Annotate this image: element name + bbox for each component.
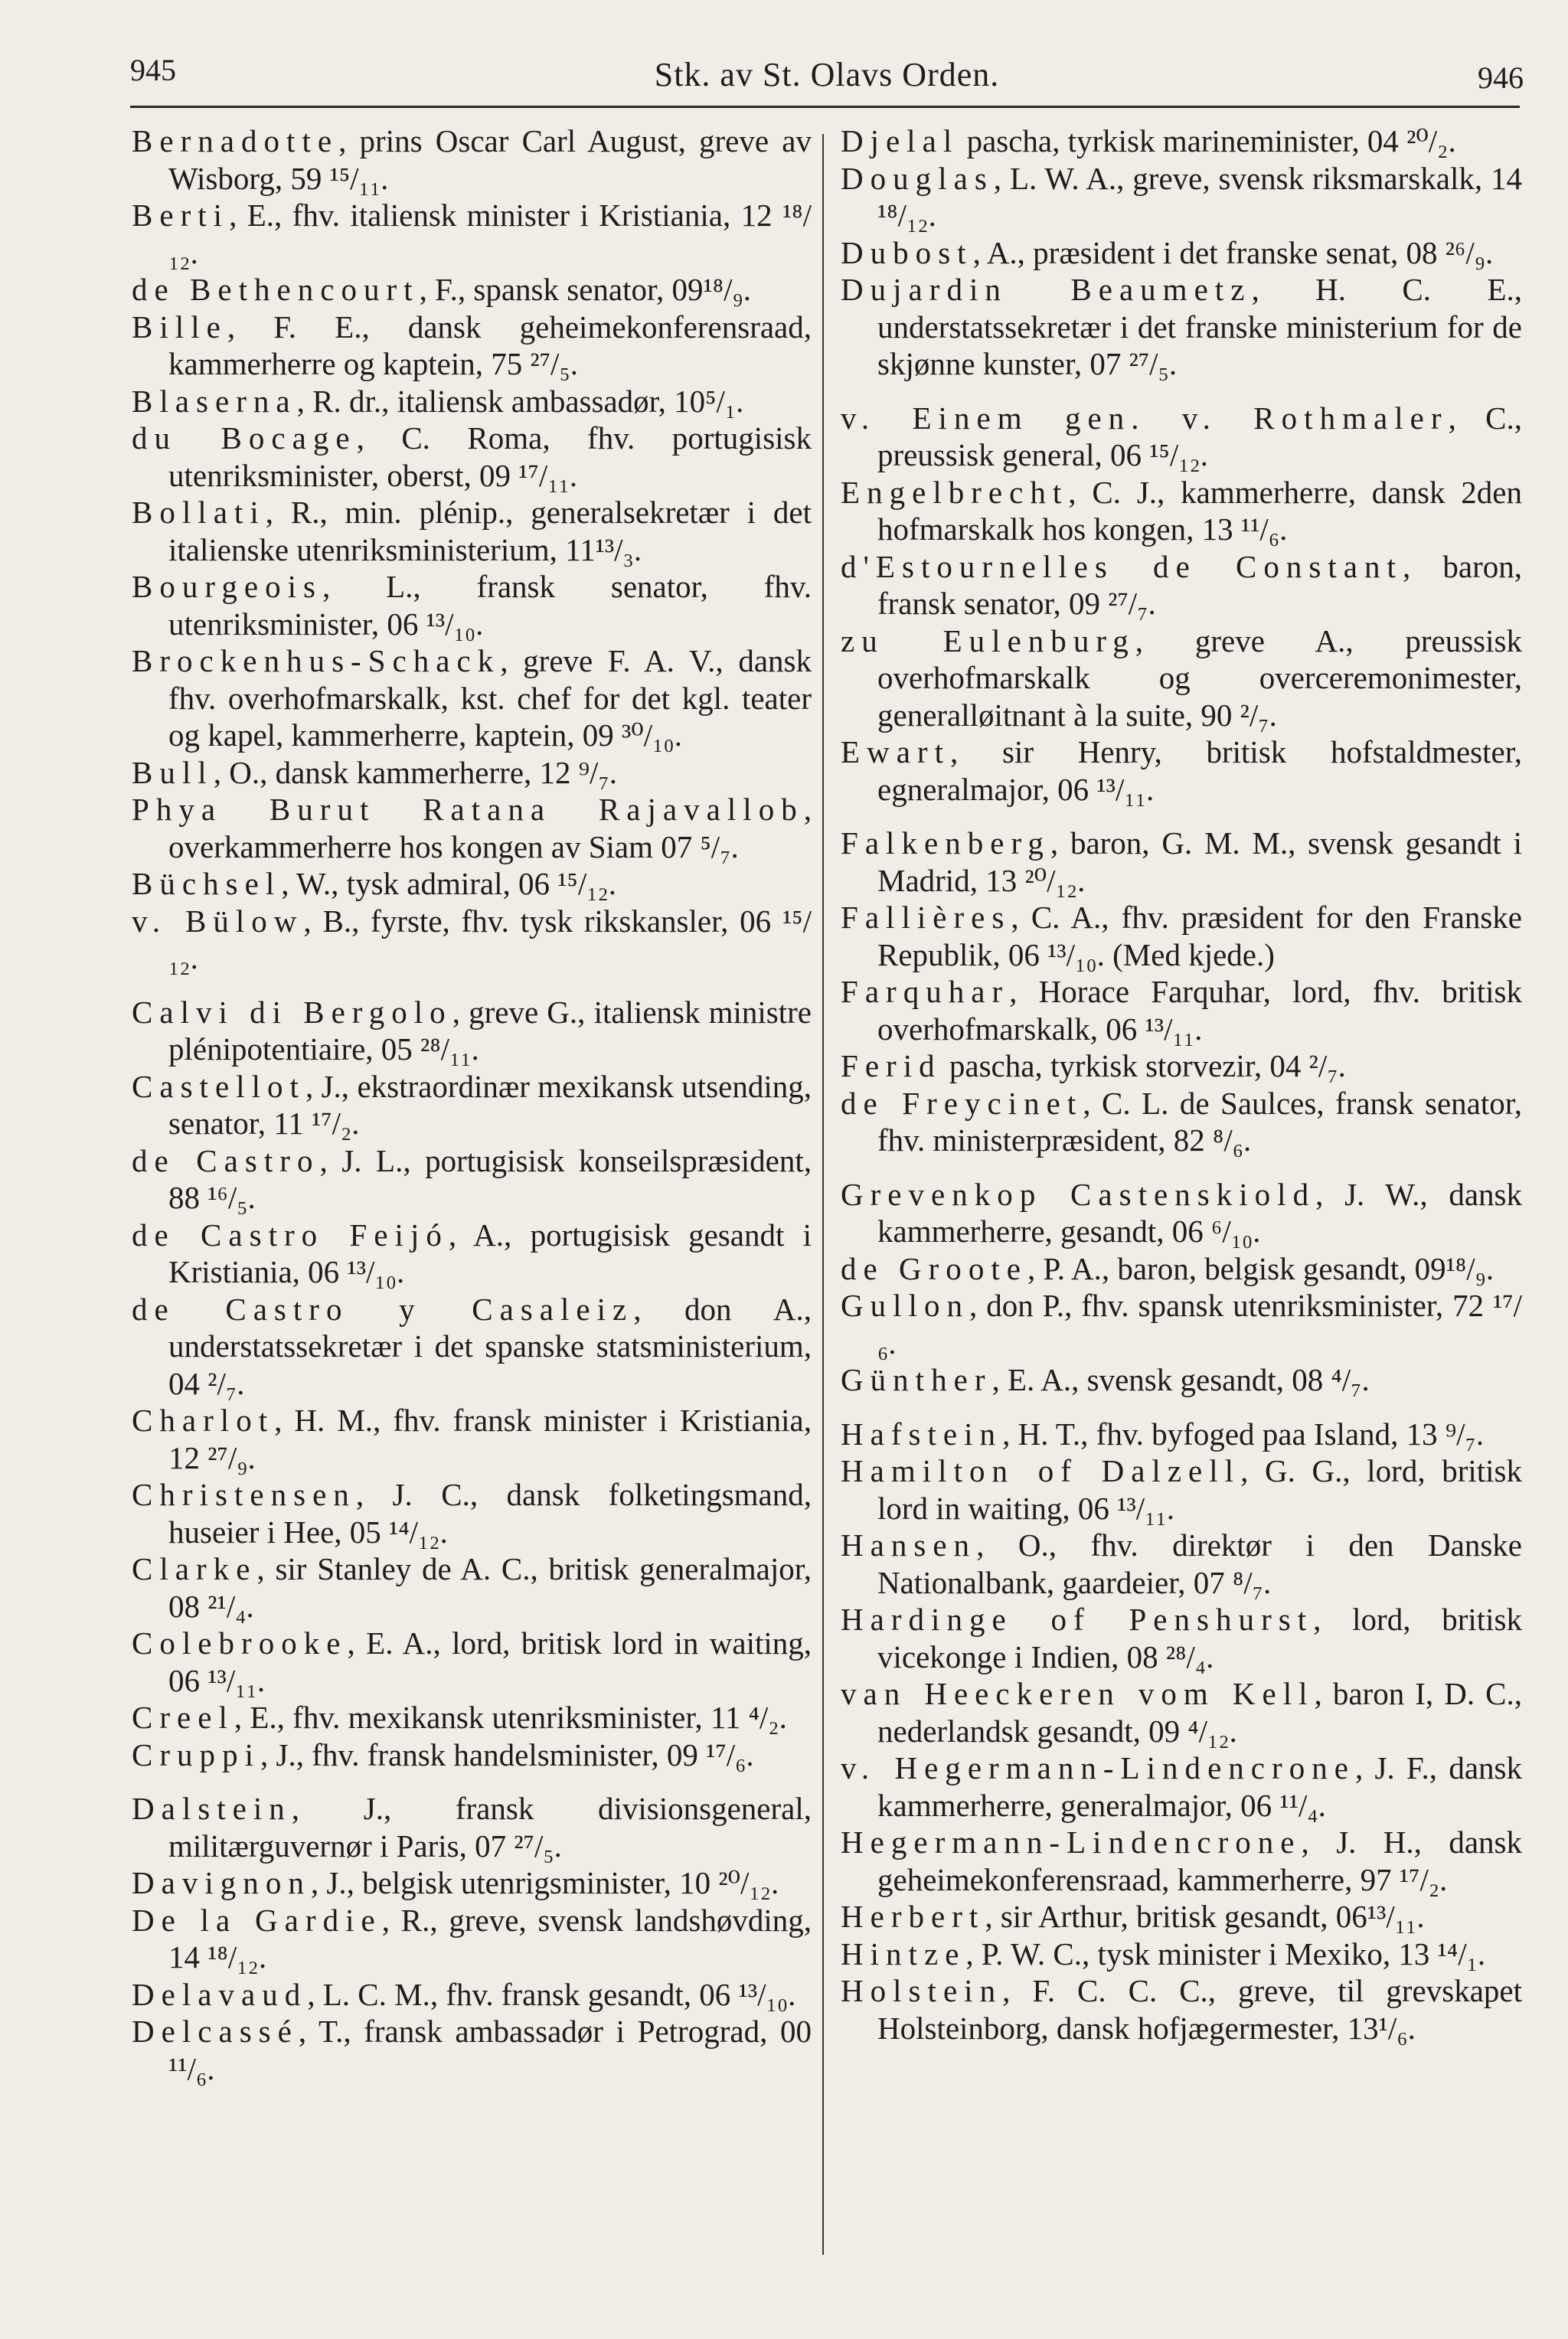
index-entry xyxy=(841,123,1522,160)
index-entry xyxy=(132,1864,812,1902)
entry-details: , P. W. C., tysk minister i Mexiko, 13 ¹⁴/₁. xyxy=(965,1936,1486,1971)
index-entry xyxy=(841,400,1522,474)
entry-name: Bille xyxy=(132,309,227,345)
entry-name: Grevenkop Castenskiold xyxy=(841,1176,1316,1212)
entry-name: v. Einem gen. v. Rothmaler xyxy=(841,400,1449,436)
entry-name: De la Gardie xyxy=(132,1902,382,1938)
entry-details: , A., præsident i det franske senat, 08 ²⁶/₉. xyxy=(972,234,1494,270)
entry-details: , R. dr., italiensk ambassadør, 10⁵/₁. xyxy=(296,383,744,419)
entry-name: Bernadotte xyxy=(132,123,339,158)
entry-name: Hamilton of Dalzell xyxy=(841,1453,1241,1488)
entry-name: Dubost xyxy=(841,234,973,270)
index-entry xyxy=(841,1452,1522,1527)
entry-details: , J. F., dansk kammerherre, generalmajor, 06 ¹¹/₄. xyxy=(877,1750,1522,1823)
entry-name: Hansen xyxy=(841,1527,977,1563)
entry-name: Ferid xyxy=(841,1048,942,1083)
entry-name: van Heeckeren vom Kell xyxy=(841,1676,1315,1711)
index-entry xyxy=(841,1601,1522,1675)
index-entry xyxy=(132,1976,812,2014)
entry-details: , A., portugisisk gesandt i Kristiania, 06 ¹³/₁₀. xyxy=(168,1217,812,1289)
entry-details: , P. A., baron, belgisk gesandt, 09¹⁸/₉. xyxy=(1027,1250,1494,1286)
entry-details: , H. C. E., understatssekretær i det franske ministerium for de skjønne kunster, 07 ²⁷/₅. xyxy=(877,272,1522,381)
entry-name: Creel xyxy=(132,1700,234,1735)
entry-details: pascha, tyrkisk marineminister, 04 ²⁰/₂. xyxy=(959,123,1456,158)
index-entry xyxy=(841,973,1522,1047)
entry-name: de Castro y Casaleiz xyxy=(132,1291,634,1327)
entry-name: Delcassé xyxy=(132,2014,299,2049)
entry-details: , sir Henry, britisk hofstaldmester, egneralmajor, 06 ¹³/₁₁. xyxy=(877,734,1522,807)
index-entry xyxy=(841,1936,1522,1973)
page-header xyxy=(130,46,1524,100)
index-entry xyxy=(132,1902,812,1976)
index-entry xyxy=(132,568,812,642)
entry-name: Fallières xyxy=(841,900,1011,935)
index-entry xyxy=(841,1972,1522,2047)
entry-details: , lord, britisk vicekonge i Indien, 08 ²⁸/₄. xyxy=(877,1602,1522,1674)
index-entry xyxy=(841,1898,1522,1936)
entry-name: Charlot xyxy=(132,1403,275,1438)
entry-details: , J. H., dansk geheimekonferensraad, kammerherre, 97 ¹⁷/₂. xyxy=(877,1824,1522,1897)
index-entry xyxy=(841,1176,1522,1250)
entry-details: , R., min. plénip., generalsekretær i det italienske utenriksministerium, 11¹³/₃. xyxy=(168,495,812,567)
entry-details: , E. A., svensk gesandt, 08 ⁴/₇. xyxy=(991,1362,1370,1397)
entry-details: , J., fransk divisionsgeneral, militærguvernør i Paris, 07 ²⁷/₅. xyxy=(168,1791,812,1864)
page-number-right: 946 xyxy=(1478,60,1524,95)
index-entry xyxy=(841,1749,1522,1824)
entry-details: , E., fhv. italiensk minister i Kristiania, 12 ¹⁸/₁₂. xyxy=(168,198,812,270)
index-entry xyxy=(841,733,1522,808)
index-entry xyxy=(841,474,1522,548)
entry-name: Phya Burut Ratana Rajavallob xyxy=(132,792,804,827)
index-entry xyxy=(132,1291,812,1403)
entry-details: , C., preussisk general, 06 ¹⁵/₁₂. xyxy=(877,400,1522,472)
entry-name: v. Bülow xyxy=(132,903,304,939)
entry-name: Günther xyxy=(841,1362,992,1397)
entry-name: Blaserna xyxy=(132,383,297,419)
entry-details: , C. Roma, fhv. portugisisk utenriksminister, oberst, 09 ¹⁷/₁₁. xyxy=(168,420,812,493)
entry-details: , E. A., lord, britisk lord in waiting, 06 ¹³/₁₁. xyxy=(168,1625,812,1698)
entry-details: , J. C., dansk folketingsmand, huseier i Hee, 05 ¹⁴/₁₂. xyxy=(168,1477,812,1550)
entry-details: , C. A., fhv. præsident for den Franske Republik, 06 ¹³/₁₀. (Med kjede.) xyxy=(877,900,1522,972)
index-entry xyxy=(132,420,812,494)
entry-details: pascha, tyrkisk storvezir, 04 ²/₇. xyxy=(941,1048,1346,1083)
entry-name: Falkenberg xyxy=(841,825,1050,861)
entry-name: Douglas xyxy=(841,160,994,196)
entry-details: , F. E., dansk geheimekonferensraad, kammerherre og kaptein, 75 ²⁷/₅. xyxy=(168,309,812,381)
entry-details: , F. C. C. C., greve, til grevskapet Holsteinborg, dansk hofjægermester, 13¹/₆. xyxy=(877,1973,1522,2046)
entry-details: , L., fransk senator, fhv. utenriksminister, 06 ¹³/₁₀. xyxy=(168,569,812,642)
entry-details: , overkammerherre hos kongen av Siam 07 ⁵/₇. xyxy=(168,792,812,864)
index-entry xyxy=(841,899,1522,973)
entry-details: , greve F. A. V., dansk fhv. overhofmarskalk, kst. chef for det kgl. teater og kapel, kammerherre, kaptein, 09 ³⁰/₁₀. xyxy=(168,643,812,753)
index-entry xyxy=(841,548,1522,622)
entry-name: Hafstein xyxy=(841,1416,1003,1452)
entry-name: Dujardin Beaumetz xyxy=(841,272,1252,307)
index-entry xyxy=(132,123,812,197)
entry-name: Clarke xyxy=(132,1551,257,1586)
index-entry xyxy=(841,1287,1522,1361)
entry-details: , C. J., kammerherre, dansk 2den hofmarskalk hos kongen, 13 ¹¹/₆. xyxy=(877,474,1522,547)
entry-name: de Bethencourt xyxy=(132,272,420,307)
entry-name: Dalstein xyxy=(132,1791,292,1826)
entry-name: Christensen xyxy=(132,1477,356,1512)
entry-details: , don P., fhv. spansk utenriksminister, 72 ¹⁷/₆. xyxy=(877,1288,1522,1361)
entry-name: Hardinge of Penshurst xyxy=(841,1602,1314,1637)
index-entry xyxy=(841,1416,1522,1453)
index-entry xyxy=(841,1361,1522,1399)
entry-details: , prins Oscar Carl August, greve av Wisborg, 59 ¹⁵/₁₁. xyxy=(168,123,812,196)
index-entry xyxy=(132,197,812,271)
entry-details: , L. W. A., greve, svensk riksmarskalk, 14 ¹⁸/₁₂. xyxy=(877,160,1522,233)
entry-name: Castellot xyxy=(132,1068,305,1104)
entry-name: de Groote xyxy=(841,1250,1027,1286)
index-entry xyxy=(841,271,1522,383)
entry-details: , baron I, D. C., nederlandsk gesandt, 09 ⁴/₁₂. xyxy=(877,1676,1522,1749)
index-entry xyxy=(132,994,812,1068)
entry-name: Bourgeois xyxy=(132,569,322,604)
entry-details: , H. M., fhv. fransk minister i Kristiania, 12 ²⁷/₉. xyxy=(168,1403,812,1475)
entry-name: Berti xyxy=(132,198,230,233)
entry-details: , G. G., lord, britisk lord in waiting, 06 ¹³/₁₁. xyxy=(877,1453,1523,1526)
entry-details: , C. L. de Saulces, fransk senator, fhv. ministerpræsident, 82 ⁸/₆. xyxy=(877,1085,1522,1158)
entry-name: d'Estournelles de Constant xyxy=(841,548,1403,584)
right-column xyxy=(841,123,1522,2047)
entry-name: du Bocage xyxy=(132,420,357,456)
index-entry xyxy=(132,1402,812,1476)
index-entry xyxy=(841,1675,1522,1749)
entry-details: , sir Arthur, britisk gesandt, 06¹³/₁₁. xyxy=(985,1899,1425,1934)
entry-name: Hegermann-Lindencrone xyxy=(841,1824,1302,1860)
entry-name: Farquhar xyxy=(841,974,1010,1009)
entry-details: , H. T., fhv. byfoged paa Island, 13 ⁹/₇. xyxy=(1002,1416,1485,1452)
index-entry xyxy=(132,1625,812,1699)
entry-name: de Castro xyxy=(132,1142,320,1178)
entry-name: de Freycinet xyxy=(841,1085,1083,1121)
index-entry xyxy=(841,622,1522,734)
entry-name: Engelbrecht xyxy=(841,474,1069,510)
index-entry xyxy=(841,1085,1522,1159)
entry-details: , L. C. M., fhv. fransk gesandt, 06 ¹³/₁₀. xyxy=(307,1976,796,2012)
index-entry xyxy=(841,1527,1522,1601)
entry-details: , J., ekstraordinær mexikansk utsending, senator, 11 ¹⁷/₂. xyxy=(168,1068,812,1141)
index-entry xyxy=(132,1476,812,1550)
running-head: Stk. av St. Olavs Orden. xyxy=(654,56,1000,93)
entry-details: , sir Stanley de A. C., britisk generalmajor, 08 ²¹/₄. xyxy=(168,1551,812,1624)
entry-details: , J. L., portugisisk konseilspræsident, 88 ¹⁶/₅. xyxy=(168,1142,812,1215)
index-entry xyxy=(132,754,812,792)
entry-name: Gullon xyxy=(841,1288,970,1323)
entry-details: , B., fyrste, fhv. tysk rikskansler, 06 ¹⁵/₁₂. xyxy=(168,903,812,975)
entry-details: , J., fhv. fransk handelsminister, 09 ¹⁷/₆. xyxy=(260,1736,754,1772)
index-entry xyxy=(132,1142,812,1217)
index-entry xyxy=(132,1217,812,1291)
index-entry xyxy=(132,309,812,383)
index-entry xyxy=(132,1068,812,1142)
index-entry xyxy=(841,1250,1522,1288)
entry-details: , W., tysk admiral, 06 ¹⁵/₁₂. xyxy=(281,866,617,901)
entry-name: Brockenhus-Schack xyxy=(132,643,501,678)
left-column xyxy=(132,123,812,2087)
index-entry xyxy=(841,825,1522,899)
entry-details: , don A., understatssekretær i det spanske statsministerium, 04 ²/₇. xyxy=(168,1291,812,1401)
index-entry xyxy=(841,234,1522,272)
index-entry xyxy=(132,791,812,865)
entry-name: Büchsel xyxy=(132,866,282,901)
entry-details: , J., belgisk utenrigsminister, 10 ²⁰/₁₂. xyxy=(310,1865,779,1900)
page-number-left: 945 xyxy=(130,53,176,87)
entry-details: , O., fhv. direktør i den Danske Nationalbank, gaardeier, 07 ⁸/₇. xyxy=(877,1527,1522,1600)
index-entry xyxy=(132,642,812,754)
entry-name: Djelal xyxy=(841,123,959,158)
entry-name: Davignon xyxy=(132,1865,311,1900)
entry-details: , baron, fransk senator, 09 ²⁷/₇. xyxy=(877,548,1522,621)
entry-name: Bull xyxy=(132,754,214,790)
index-entry xyxy=(132,2013,812,2087)
entry-name: Hintze xyxy=(841,1936,966,1971)
index-entry xyxy=(132,1550,812,1625)
entry-details: , greve G., italiensk ministre plénipotentiaire, 05 ²⁸/₁₁. xyxy=(168,994,812,1067)
entry-details: , baron, G. M. M., svensk gesandt i Madrid, 13 ²⁰/₁₂. xyxy=(877,825,1522,898)
entry-details: , T., fransk ambassadør i Petrograd, 00 ¹¹/₆. xyxy=(168,2014,812,2086)
entry-details: , F., spansk senator, 09¹⁸/₉. xyxy=(419,272,752,307)
index-entry xyxy=(132,383,812,420)
entry-name: Herbert xyxy=(841,1899,985,1934)
index-entry xyxy=(132,494,812,568)
entry-name: Delavaud xyxy=(132,1976,308,2012)
index-entry xyxy=(132,865,812,903)
index-entry xyxy=(132,1699,812,1736)
index-entry xyxy=(841,160,1522,234)
entry-name: v. Hegermann-Lindencrone xyxy=(841,1750,1355,1785)
entry-name: Calvi di Bergolo xyxy=(132,994,452,1030)
entry-name: zu Eulenburg xyxy=(841,622,1135,658)
entry-details: , O., dansk kammerherre, 12 ⁹/₇. xyxy=(213,754,617,790)
index-entry xyxy=(132,903,812,977)
entry-name: Bollati xyxy=(132,495,266,530)
index-entry xyxy=(841,1047,1522,1085)
entry-name: Colebrooke xyxy=(132,1625,348,1661)
header-rule xyxy=(130,106,1520,108)
entry-name: Holstein xyxy=(841,1973,1003,2008)
index-entry xyxy=(132,271,812,309)
entry-name: Cruppi xyxy=(132,1736,261,1772)
entry-details: , E., fhv. mexikansk utenriksminister, 11 ⁴/₂. xyxy=(234,1700,787,1735)
index-entry xyxy=(841,1824,1522,1898)
entry-details: , greve A., preussisk overhofmarskalk og overceremonimester, generalløitnant à la suite, 90 ²/₇. xyxy=(877,622,1522,733)
entry-name: Ewart xyxy=(841,734,950,769)
entry-details: , Horace Farquhar, lord, fhv. britisk overhofmarskalk, 06 ¹³/₁₁. xyxy=(877,974,1522,1047)
index-entry xyxy=(132,1736,812,1774)
entry-details: , R., greve, svensk landshøvding, 14 ¹⁸/₁₂. xyxy=(168,1902,812,1975)
column-divider xyxy=(822,134,824,2255)
entry-details: , J. W., dansk kammerherre, gesandt, 06 ⁶/₁₀. xyxy=(877,1176,1522,1249)
entry-name: de Castro Feijó xyxy=(132,1217,449,1253)
index-entry xyxy=(132,1790,812,1864)
